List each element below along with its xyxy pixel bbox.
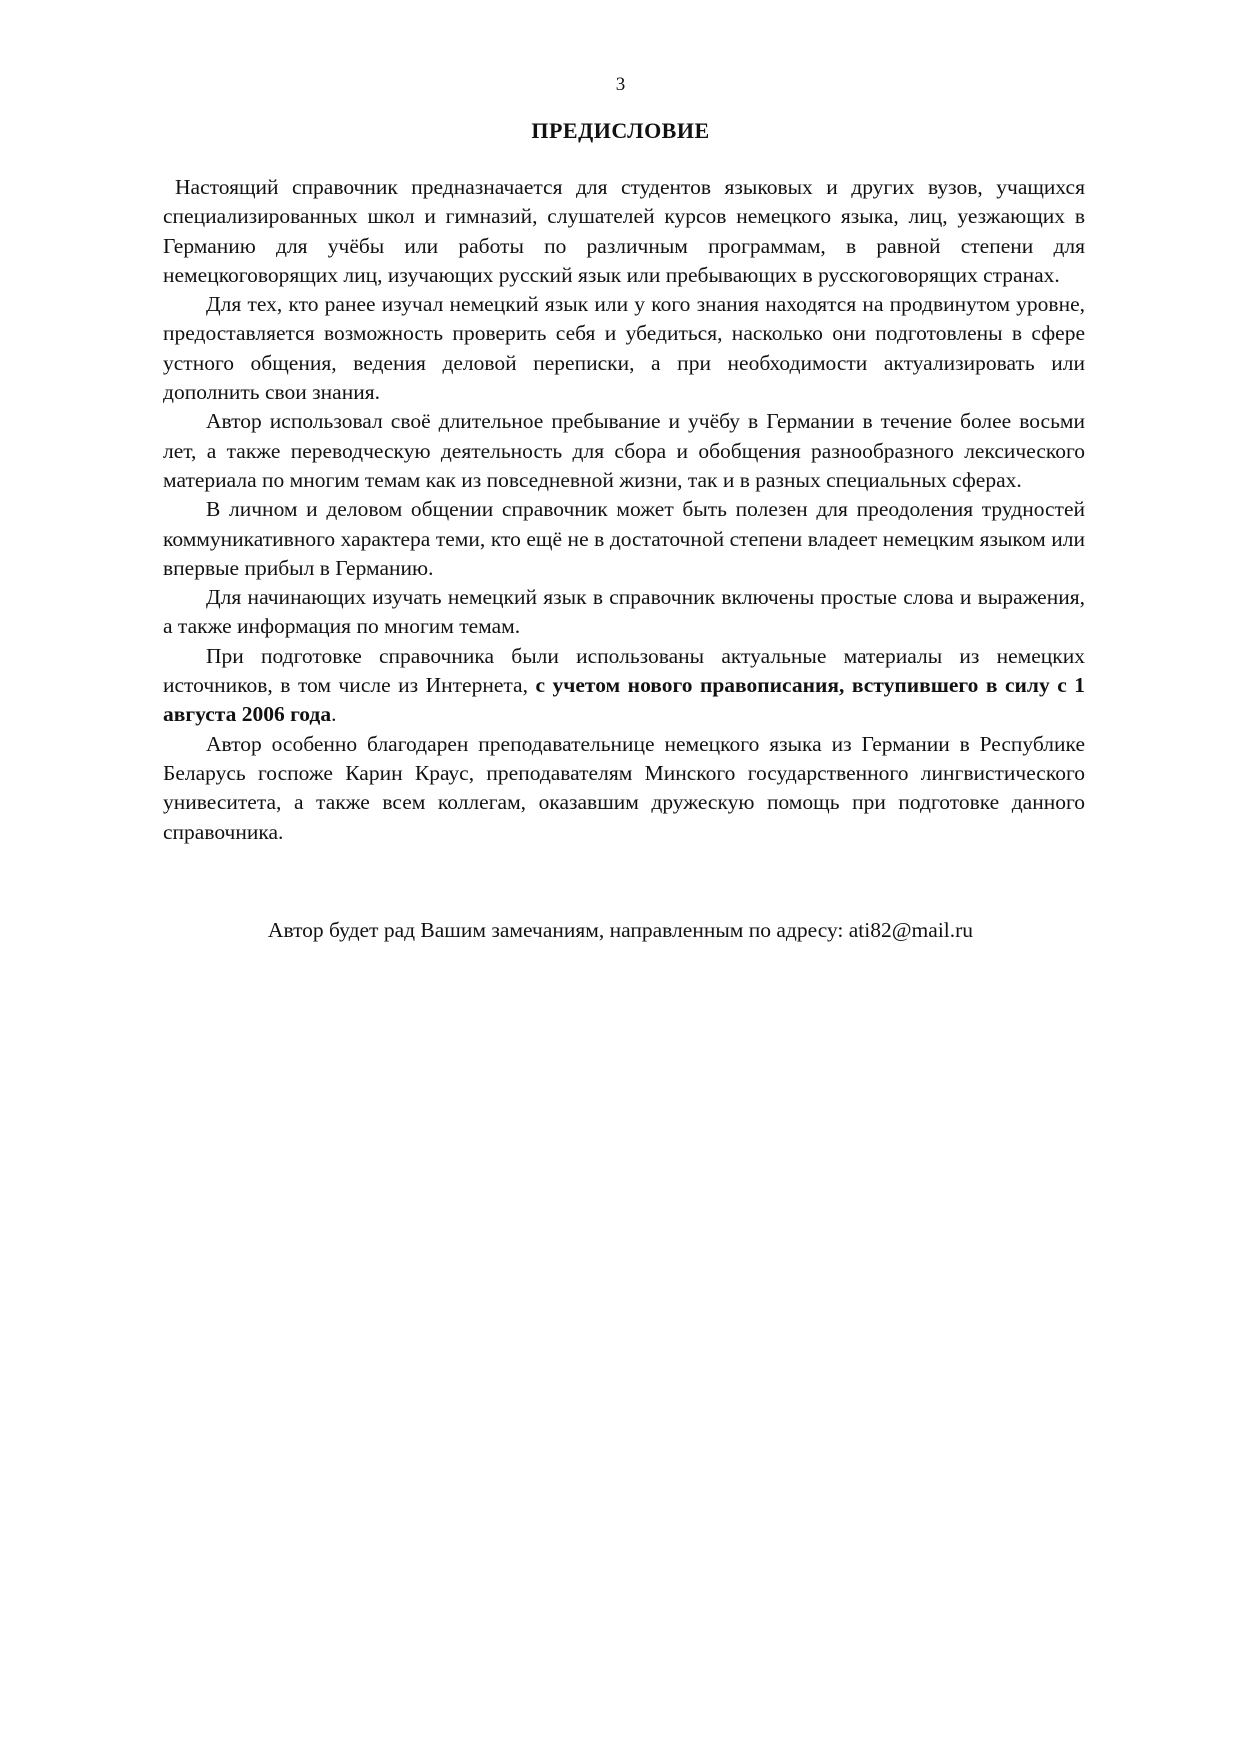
paragraph-author-experience: Автор использовал своё длительное пребывание и учёбу в Германии в течение более восьми лет, а также переводческую деятельность для сбора и обобщения разнообразного лексического материала по многим темам как из повседневной жизни, так и в разных специальных сферах.	[163, 409, 1085, 492]
paragraph-acknowledgements: Автор особенно благодарен преподавательнице немецкого языка из Германии в Республике Беларусь госпоже Карин Краус, преподавателям Минского государственного лингвистического унивеситета, а также всем коллегам, оказавшим дружескую помощь при подготовке данного справочника.	[163, 731, 1085, 844]
paragraph-intended-audience: Настоящий справочник предназначается для студентов языковых и других вузов, учащихся специализированных школ и гимназий, слушателей курсов немецкого языка, лиц, уезжающих в Германию для учёбы или работы по различным программам, в равной степени для немецкоговорящих лиц, изучающих русский язык или пребывающих в русскоговорящих странах.	[163, 175, 1085, 287]
contact-line: Автор будет рад Вашим замечаниям, направленным по адресу: ati82@mail.ru	[267, 918, 974, 942]
page-number: 3	[615, 74, 626, 95]
paragraph-communication: В личном и деловом общении справочник может быть полезен для преодоления трудностей коммуникативного характера теми, кто ещё не в достаточной степени владеет немецким языком или впервые прибыл в Германию.	[163, 497, 1085, 580]
preface-body	[163, 173, 1085, 847]
paragraph-sources	[163, 642, 1085, 730]
page-title: ПРЕДИСЛОВИЕ	[531, 118, 710, 143]
paragraph-beginners: Для начинающих изучать немецкий язык в справочник включены простые слова и выражения, а также информация по многим темам.	[163, 585, 1085, 639]
spelling-reform-emphasis: с учетом нового правописания, вступившего в силу с 1 августа 2006 года	[163, 673, 1086, 727]
sources-end: .	[331, 702, 337, 727]
sources-text: При подготовке справочника были использованы актуальные материалы из немецких источников, в том числе из Интернета,	[163, 643, 1085, 698]
paragraph-advanced-learners: Для тех, кто ранее изучал немецкий язык или у кого знания находятся на продвинутом уровне, предоставляется возможность проверить себя и убедиться, насколько они подготовлены в сфере устного общения, ведения деловой переписки, а при необходимости актуализировать или дополнить свои знания.	[163, 292, 1085, 405]
